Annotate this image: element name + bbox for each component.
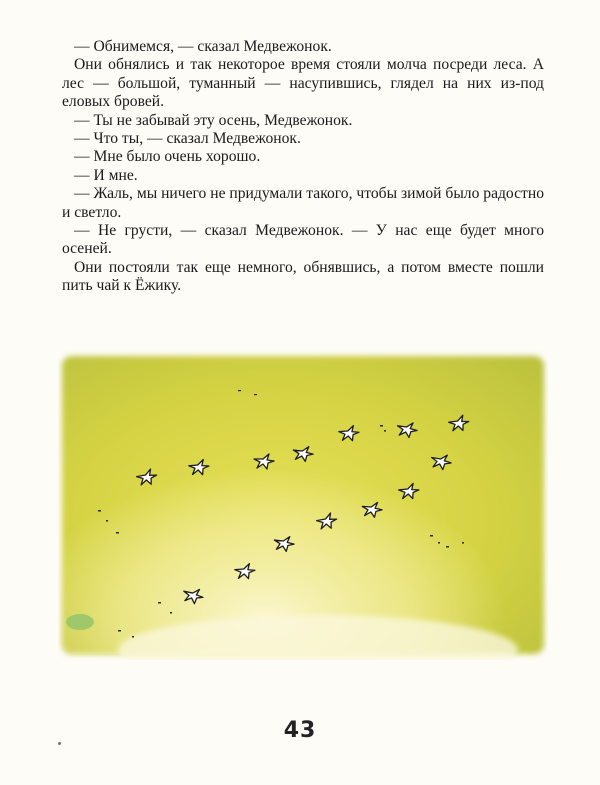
flying-birds-illustration (58, 350, 548, 660)
page-speck (58, 742, 61, 745)
paragraph: Они обнялись и так некоторое время стояли молча посреди леса. А лес — большой, туманный — насупившись, глядел на них из-под еловых бровей. (62, 56, 544, 111)
paragraph: — Мне было очень хорошо. (74, 148, 261, 166)
paragraph: — Ты не забывай эту осень, Медвежонок. (74, 111, 353, 129)
paragraph: — И мне. (74, 166, 138, 184)
paragraph: Они постояли так еще немного, обнявшись, а потом вместе пошли пить чай к Ёжику. (62, 258, 544, 295)
sky-glow (62, 356, 544, 654)
page-number: 43 (283, 718, 317, 743)
story-text (62, 38, 544, 296)
left-foliage (66, 614, 94, 630)
illustration-canvas (58, 350, 548, 660)
paragraph: — Не грусти, — сказал Медвежонок. — У нас еще будет много осеней. (62, 222, 544, 258)
paragraph: — Жаль, мы ничего не придумали такого, чтобы зимой было радостно и светло. (62, 185, 544, 221)
paragraph: — Обнимемся, — сказал Медвежонок. (74, 38, 332, 55)
paragraph: — Что ты, — сказал Медвежонок. (74, 130, 301, 148)
